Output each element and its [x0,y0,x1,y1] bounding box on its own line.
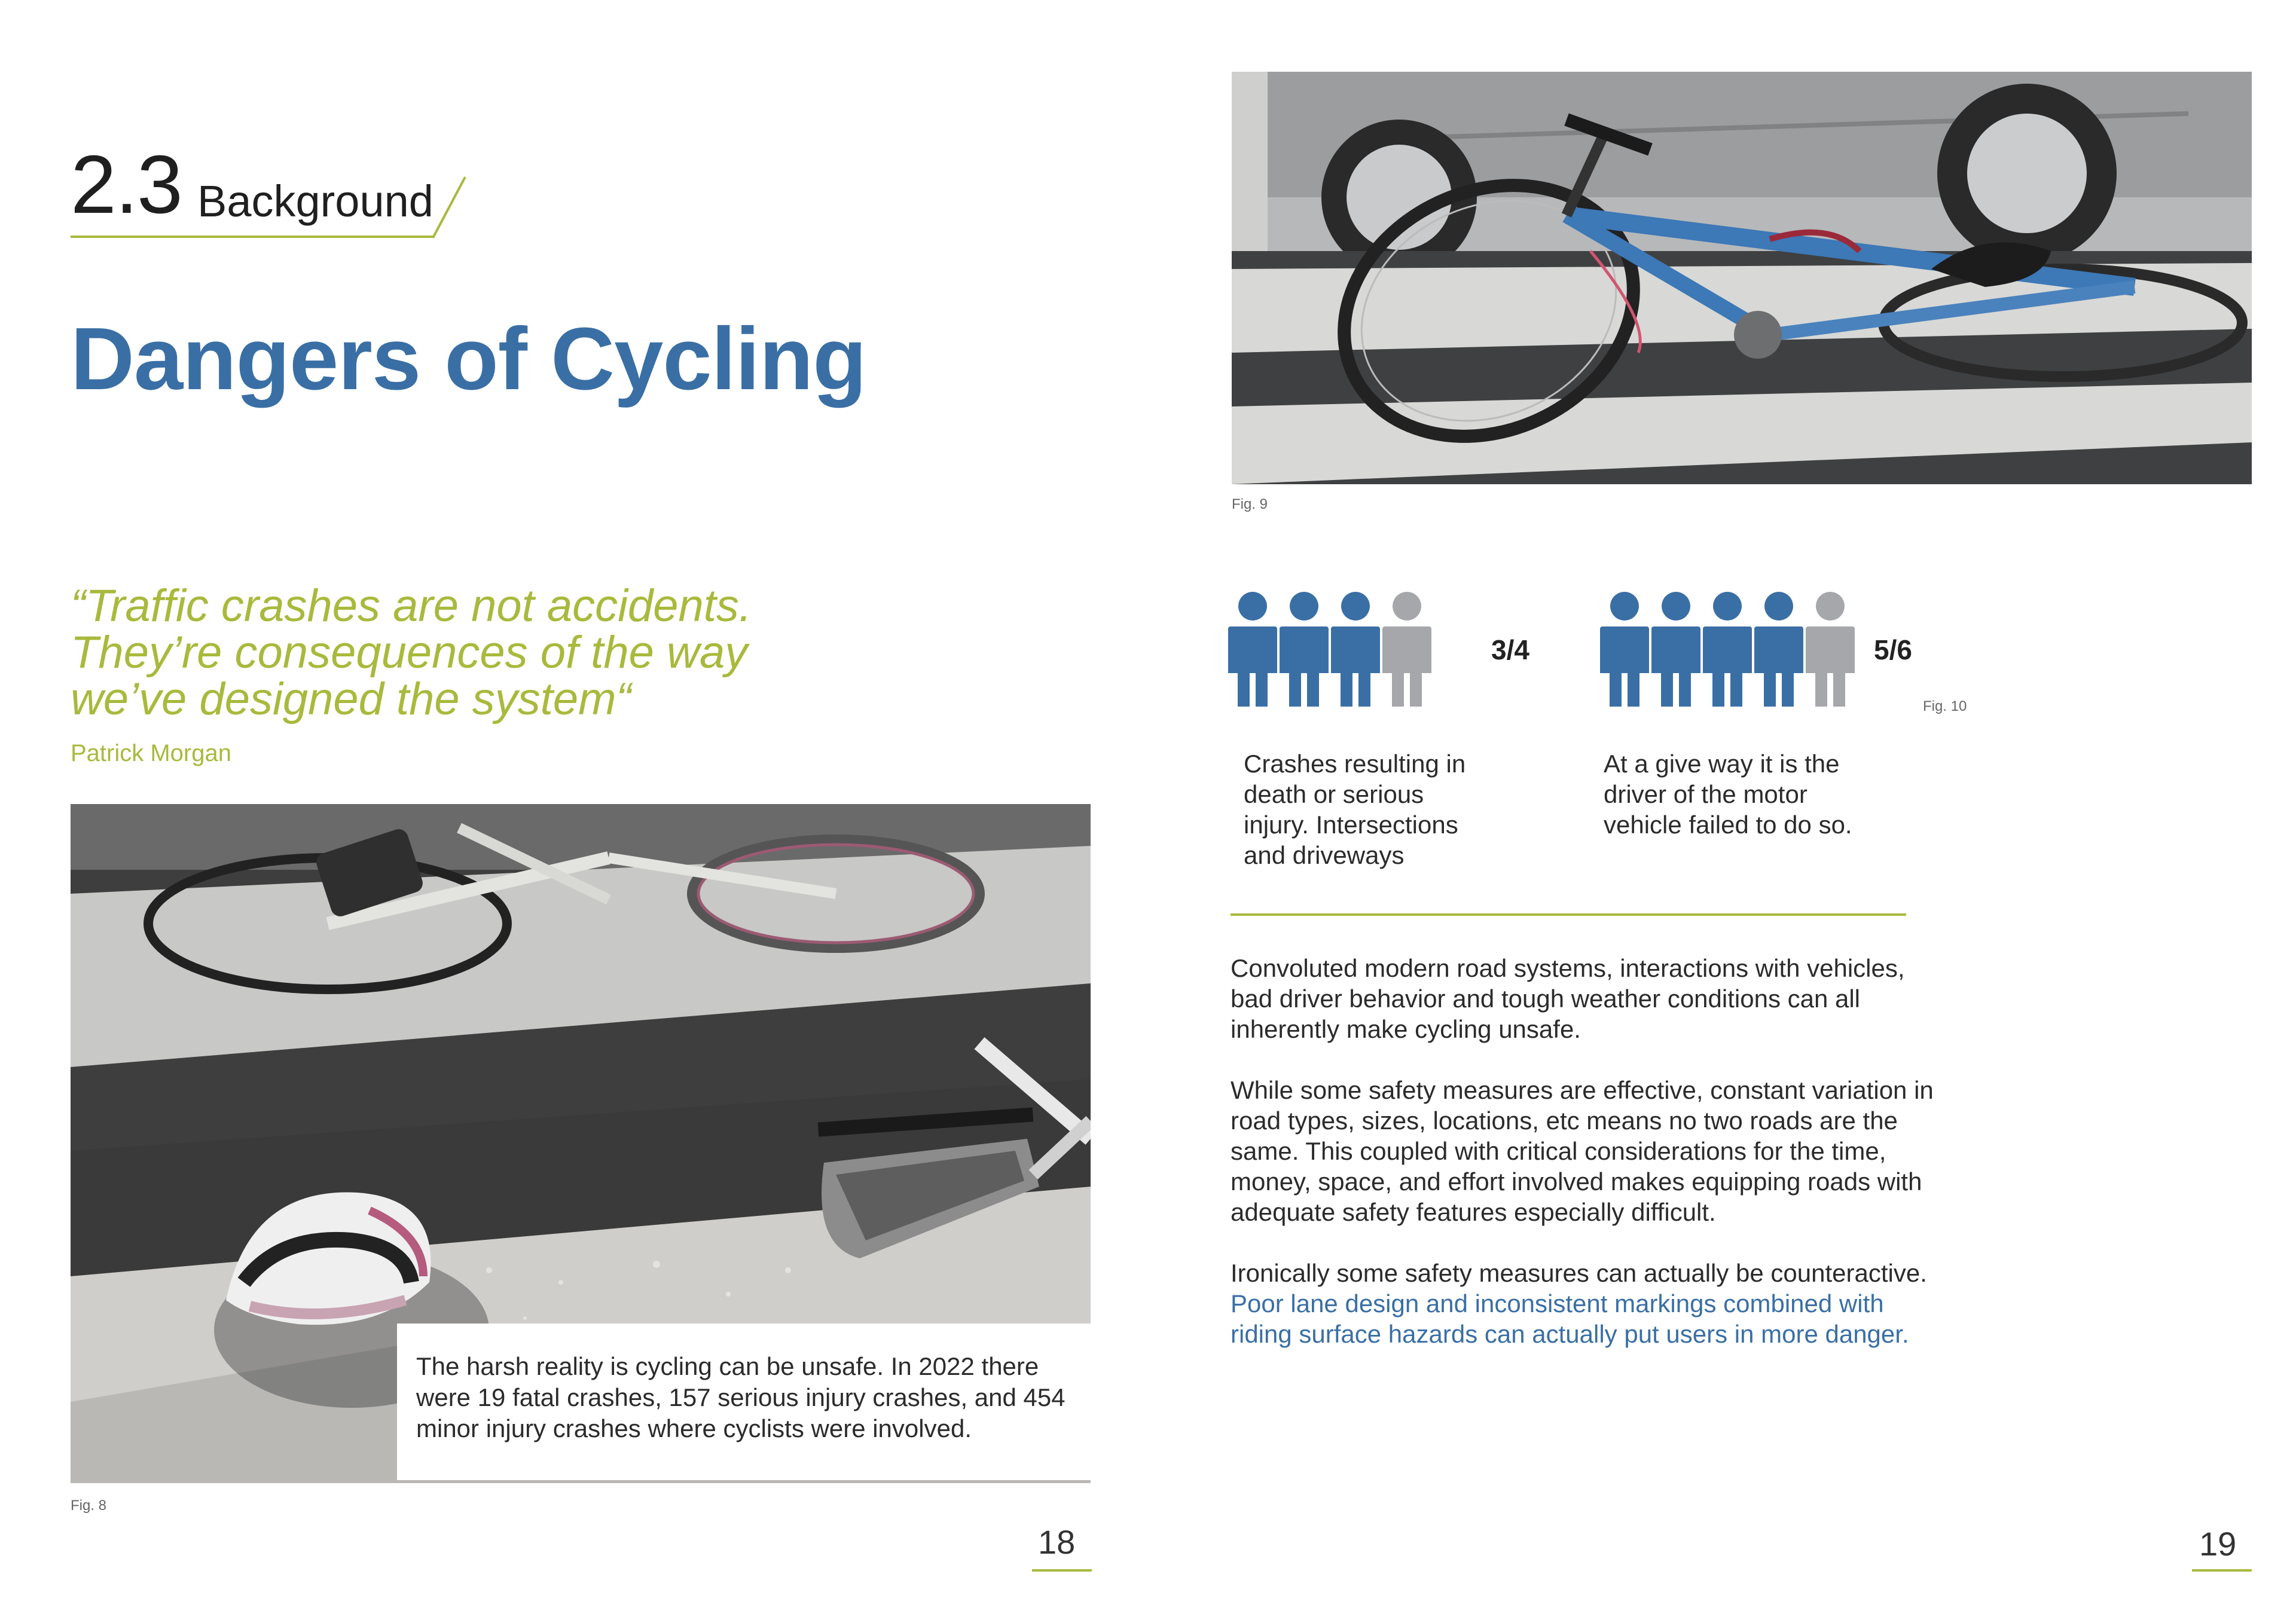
quote-line: “Traffic crashes are not accidents. [71,580,752,631]
quote-line: we’ve designed the system“ [71,674,631,725]
section-underline [69,173,470,240]
person-icon [1600,592,1649,707]
body-paragraph: While some safety measures are effective, constant variation in road types, sizes, locations, etc means no two roads are the same. This coupled with critical considerations for the time, money, space, and effort involved makes equipping roads with adequate safety features especially difficult. [1231,1076,1934,1226]
person-icon [1806,592,1855,707]
figure-label: Fig. 9 [1232,496,1268,512]
body-paragraph [1231,1258,1948,1349]
photo-caption: The harsh reality is cycling can be unsafe. In 2022 there were 19 fatal crashes, 157 serious injury crashes, and 454 minor injury crashes where cyclists were involved. [416,1352,1065,1442]
page-number: 18 [1038,1523,1076,1561]
person-icon [1651,592,1700,707]
person-icon [1703,592,1752,707]
stat-ratio: 5/6 [1874,634,1912,665]
body-text-highlight: Poor lane design and inconsistent markings combined with riding surface hazards can actually put users in more danger. [1231,1289,1909,1348]
section-number: 2.3 [71,139,182,231]
person-icon [1331,592,1380,707]
quote-line: They’re consequences of the way [71,627,748,678]
page-number-underline [1032,1569,1092,1572]
page-number-underline [2192,1569,2252,1572]
stat-pictogram-5-of-6 [1598,586,1867,711]
stat-description: Crashes resulting in death or serious injury. Intersections and driveways [1244,750,1466,869]
page-number: 19 [2199,1525,2237,1563]
stat-ratio: 3/4 [1491,634,1529,665]
figure-label: Fig. 10 [1923,698,1967,714]
person-icon [1382,592,1431,707]
divider [1231,913,1906,916]
stat-description: At a give way it is the driver of the motor vehicle failed to do so. [1604,750,1852,839]
stat-pictogram-3-of-4 [1226,586,1441,711]
quote-author: Patrick Morgan [71,740,231,766]
body-text [1231,953,1948,1380]
page-title: Dangers of Cycling [71,310,866,408]
body-paragraph: Convoluted modern road systems, interactions with vehicles, bad driver behavior and tough weather conditions can all inherently make cycling unsafe. [1231,954,1905,1043]
section-label: Background [197,176,433,226]
person-icon [1754,592,1803,707]
pull-quote [71,580,848,725]
person-icon [1228,592,1277,707]
person-icon [1280,592,1329,707]
figure-label: Fig. 8 [71,1497,107,1514]
body-text-plain: Ironically some safety measures can actually be counteractive. [1231,1259,1927,1287]
fallen-bicycle-photo [1232,72,2252,484]
